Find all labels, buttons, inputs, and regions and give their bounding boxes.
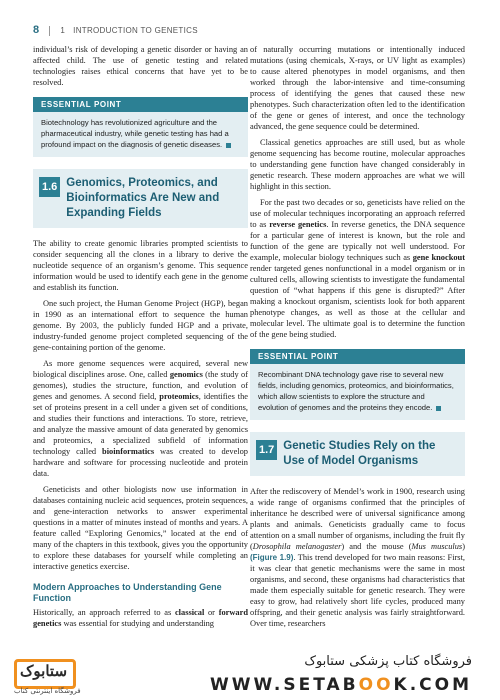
paragraph: As more genome sequences were acquired, several new biological disciplines arose. One, called genomics (the study of genomes), studies the structure, function, and evolution of genes and genomes. A second field, proteomics, identifies the set of proteins present in a cell under a given set of conditions, and studies their functions and interactions. To store, retrieve, and analyze the massive amount of data generated by genomics and proteomics, a specialized subfield of information technology called bioinformatics was created to develop hardware and software for processing nucleotide and protein data.	[33, 359, 248, 478]
term-gene-knockout: gene knockout	[412, 253, 465, 262]
paragraph: Classical genetics approaches are still used, but as whole genome sequencing has become routine, molecular approaches to understanding gene function have changed considerably in genetic research. These modern approaches are what we will highlight in this section.	[250, 138, 465, 191]
paragraph: The ability to create genomic libraries prompted scientists to consider sequencing all the clones in a library to derive the nucleotide sequence of an organism’s genome. This sequence information would be used to identify each gene in the genome and establish its function.	[33, 239, 248, 292]
figure-reference-link[interactable]: (Figure 1.9)	[250, 553, 294, 562]
essential-point-title: ESSENTIAL POINT	[33, 97, 248, 112]
section-number: 1.6	[39, 177, 60, 197]
section-number: 1.7	[256, 440, 277, 460]
setabook-logo	[14, 656, 110, 696]
term-genomics: genomics	[169, 370, 203, 379]
essential-point-box	[250, 349, 465, 420]
end-square-icon	[226, 143, 231, 148]
section-heading-1-6	[33, 169, 248, 228]
store-name: فروشگاه کتاب پزشکی ستابوک	[304, 654, 472, 669]
essential-point-box	[33, 97, 248, 157]
section-title: Genomics, Proteomics, and Bioinformatics Are New and Expanding Fields	[66, 177, 220, 219]
chapter-title: INTRODUCTION TO GENETICS	[73, 26, 198, 35]
essential-point-title: ESSENTIAL POINT	[250, 349, 465, 364]
paragraph: individual’s risk of developing a genetic disorder or having an affected child. The use of genetic testing and related technologies raises ethical concerns that have yet to be resolved.	[33, 45, 248, 87]
left-column	[33, 44, 248, 634]
term-bioinformatics: bioinformatics	[102, 447, 155, 456]
essential-point-text: Biotechnology has revolutionized agriculture and the pharmaceutical industry, while genetic testing has had a profound impact on the diagnosis of genetic diseases.	[33, 112, 248, 157]
paragraph: After the rediscovery of Mendel’s work in 1900, research using a wide range of organisms confirmed that the principles of inheritance he described were of universal significance among plants and animals. Geneticists gradually came to focus attention on a small number of organisms, including the fruit fly (Drosophila melanogaster) and the mouse (Mus musculus) (Figure 1.9). This trend developed for two main reasons: First, it was clear that genetic mechanisms were the same in most organisms, and second, these organisms had characteristics that made them especially suitable for genetic research. They were easy to grow, had relatively short life cycles, produced many offspring, and their genetic analysis was fairly straightforward. Over time, researchers	[250, 487, 465, 628]
species-drosophila: Drosophila melanogaster	[252, 542, 342, 551]
right-column	[250, 44, 465, 634]
paragraph: For the past two decades or so, geneticists have relied on the use of molecular techniques incorporating an approach referred to as reverse genetics. In reverse genetics, the DNA sequence for a particular gene of interest is known, but the role and function of the gene are typically not well understood. For example, molecular biology techniques such as gene knockout render targeted genes nonfunctional in a model organism or in cultured cells, allowing scientists to investigate the fundamental question of “what happens if this gene is disrupted?” After making a knockout organism, scientists look for both apparent phenotype changes, as well as those at the cellular and molecular level. The ultimate goal is to determine the function of the gene being studied.	[250, 198, 465, 339]
section-title: Genetic Studies Rely on the Use of Model Organisms	[283, 440, 436, 467]
end-square-icon	[436, 406, 441, 411]
logo-tagline: فروشگاه اینترنتی کتاب	[14, 687, 81, 695]
paragraph: Geneticists and other biologists now use information in databases containing nucleic acid sequences, protein sequences, and gene-interaction networks to answer experimental questions in a matter of minutes instead of months and years. A feature called “Exploring Genomics,” located at the end of many of the chapters in this textbook, gives you the opportunity to explore these databases for yourself while completing an interactive genetics exercise.	[33, 485, 248, 571]
term-reverse-genetics: reverse genetics	[269, 220, 327, 229]
running-header	[33, 24, 198, 36]
page-number: 8	[33, 24, 40, 36]
section-heading-1-7	[250, 432, 465, 476]
essential-point-text: Recombinant DNA technology gave rise to several new fields, including genomics, proteomics, and bioinformatics, which allow scientists to explore the structure and evolution of genomes and the proteins they encode.	[258, 370, 454, 412]
watermark-footer	[0, 650, 500, 700]
species-mus: Mus musculus	[411, 542, 463, 551]
store-url[interactable]: WWW.SETABOOK.COM	[210, 675, 472, 695]
term-forward-genetics: forward genetics	[33, 608, 248, 628]
term-proteomics: proteomics	[159, 392, 199, 401]
paragraph: Historically, an approach referred to as classical or forward genetics was essential for studying and understanding	[33, 608, 248, 628]
term-classical: classical	[174, 608, 205, 617]
subsection-heading: Modern Approaches to Understanding Gene Function	[33, 582, 222, 603]
chapter-number: 1	[60, 26, 66, 35]
paragraph: of naturally occurring mutations or intentionally induced mutations (using chemicals, X-rays, or UV light as examples) to cause altered phenotypes in model organisms, and then worked through the labor-intensive and time-consuming process of identifying the genes that caused these new phenotypes. Such characterization often led to the identification of the gene or genes of interest, and once the technology advanced, the gene sequence could be determined.	[250, 45, 465, 131]
header-divider	[49, 26, 50, 36]
paragraph: One such project, the Human Genome Project (HGP), began in 1990 as an international effort to sequence the human genome. By 2003, the publicly funded HGP and a private, industry-funded genome project completed sequencing of the gene-containing portion of the genome.	[33, 299, 248, 352]
logo-text: ستابوک	[20, 663, 68, 680]
